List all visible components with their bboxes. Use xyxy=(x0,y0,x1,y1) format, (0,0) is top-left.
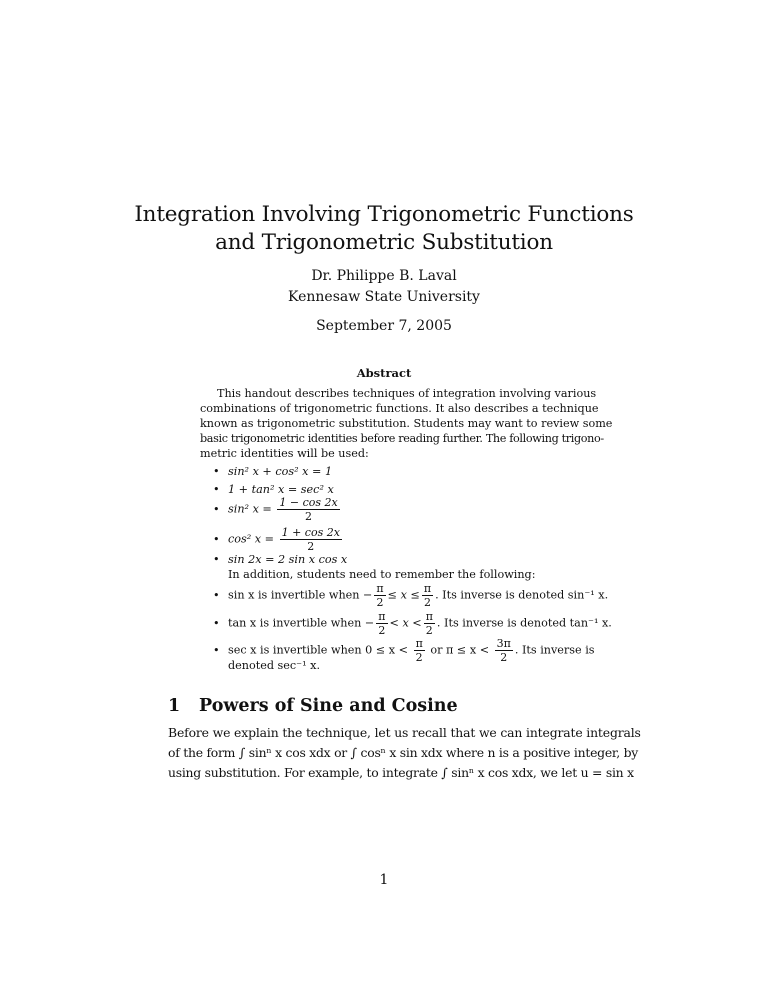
bullet-icon: • xyxy=(213,616,220,630)
identity-4: • cos² x = $\frac{1 + \cos 2x}{2}$ xyxy=(213,526,340,553)
section-title: Powers of Sine and Cosine xyxy=(199,696,458,716)
fraction: $\frac{\pi}{2}$ xyxy=(376,582,384,609)
fraction: $\frac{\pi}{2}$ xyxy=(415,637,423,664)
abstract-line-5: metric identities will be used: xyxy=(200,447,369,460)
bullet-icon: • xyxy=(213,643,220,657)
identity-2: • 1 + tan² x = sec² x xyxy=(213,483,334,496)
date: September 7, 2005 xyxy=(316,318,452,334)
abstract-line-1: This handout describes techniques of integration involving various xyxy=(217,387,597,400)
affiliation: Kennesaw State University xyxy=(288,289,480,305)
fraction: $\frac{\pi}{2}$ xyxy=(425,610,433,637)
body-line-1: Before we explain the technique, let us recall that we can integrate integrals xyxy=(168,725,641,740)
title-line-1: Integration Involving Trigonometric Functions xyxy=(134,202,634,227)
title-line-2: and Trigonometric Substitution xyxy=(215,230,553,255)
page-number: 1 xyxy=(379,872,389,888)
fraction: $\frac{\pi}{2}$ xyxy=(378,610,386,637)
fraction: $\frac{3\pi}{2}$ xyxy=(496,637,511,664)
fact-sec: • sec x is invertible when 0 ≤ x < $\frac{\pi}{2}$ or π ≤ x < $\frac{3\pi}{2}$ . Its inverse is xyxy=(213,637,595,664)
fact-sec-cont: denoted sec⁻¹ x. xyxy=(228,659,320,672)
bullet-icon: • xyxy=(213,483,220,496)
identity-3: • sin² x = $\frac{1 - \cos 2x}{2}$ xyxy=(213,496,338,523)
bullet-icon: • xyxy=(213,532,220,546)
bullet-icon: • xyxy=(213,502,220,516)
author: Dr. Philippe B. Laval xyxy=(311,268,457,284)
fraction: $\frac{\pi}{2}$ xyxy=(423,582,432,609)
abstract-heading: Abstract xyxy=(356,366,412,380)
identity-5: • sin 2x = 2 sin x cos x xyxy=(213,553,348,566)
bullet-icon: • xyxy=(213,588,220,602)
body-line-3: using substitution. For example, to integrate ∫ sinⁿ x cos xdx, we let u = sin x xyxy=(168,765,634,780)
abstract-line-4: basic trigonometric identities before reading further. The following trigono- xyxy=(200,432,604,445)
fraction: $\frac{1 - \cos 2x}{2}$ xyxy=(279,496,338,523)
bullet-icon: • xyxy=(213,465,220,478)
fact-tan: • tan x is invertible when − $\frac{\pi}{2}$ < x < $\frac{\pi}{2}$ . Its inverse is denoted tan⁻¹ x. xyxy=(213,610,612,637)
addition-text: In addition, students need to remember the following: xyxy=(228,568,536,581)
fraction: $\frac{1 + \cos 2x}{2}$ xyxy=(281,526,340,553)
bullet-icon: • xyxy=(213,553,220,566)
body-line-2: of the form ∫ sinⁿ x cos xdx or ∫ cosⁿ x sin xdx where n is a positive integer, by xyxy=(168,745,639,760)
identity-1: • sin² x + cos² x = 1 xyxy=(213,465,333,478)
abstract-line-3: known as trigonometric substitution. Students may want to review some xyxy=(200,417,613,430)
abstract-line-2: combinations of trigonometric functions. It also describes a technique xyxy=(200,402,599,415)
fact-sin: • sin x is invertible when − $\frac{\pi}{2}$ ≤ x ≤ $\frac{\pi}{2}$ . Its inverse is denoted sin⁻¹ x. xyxy=(213,582,609,609)
section-number: 1 xyxy=(168,696,181,716)
